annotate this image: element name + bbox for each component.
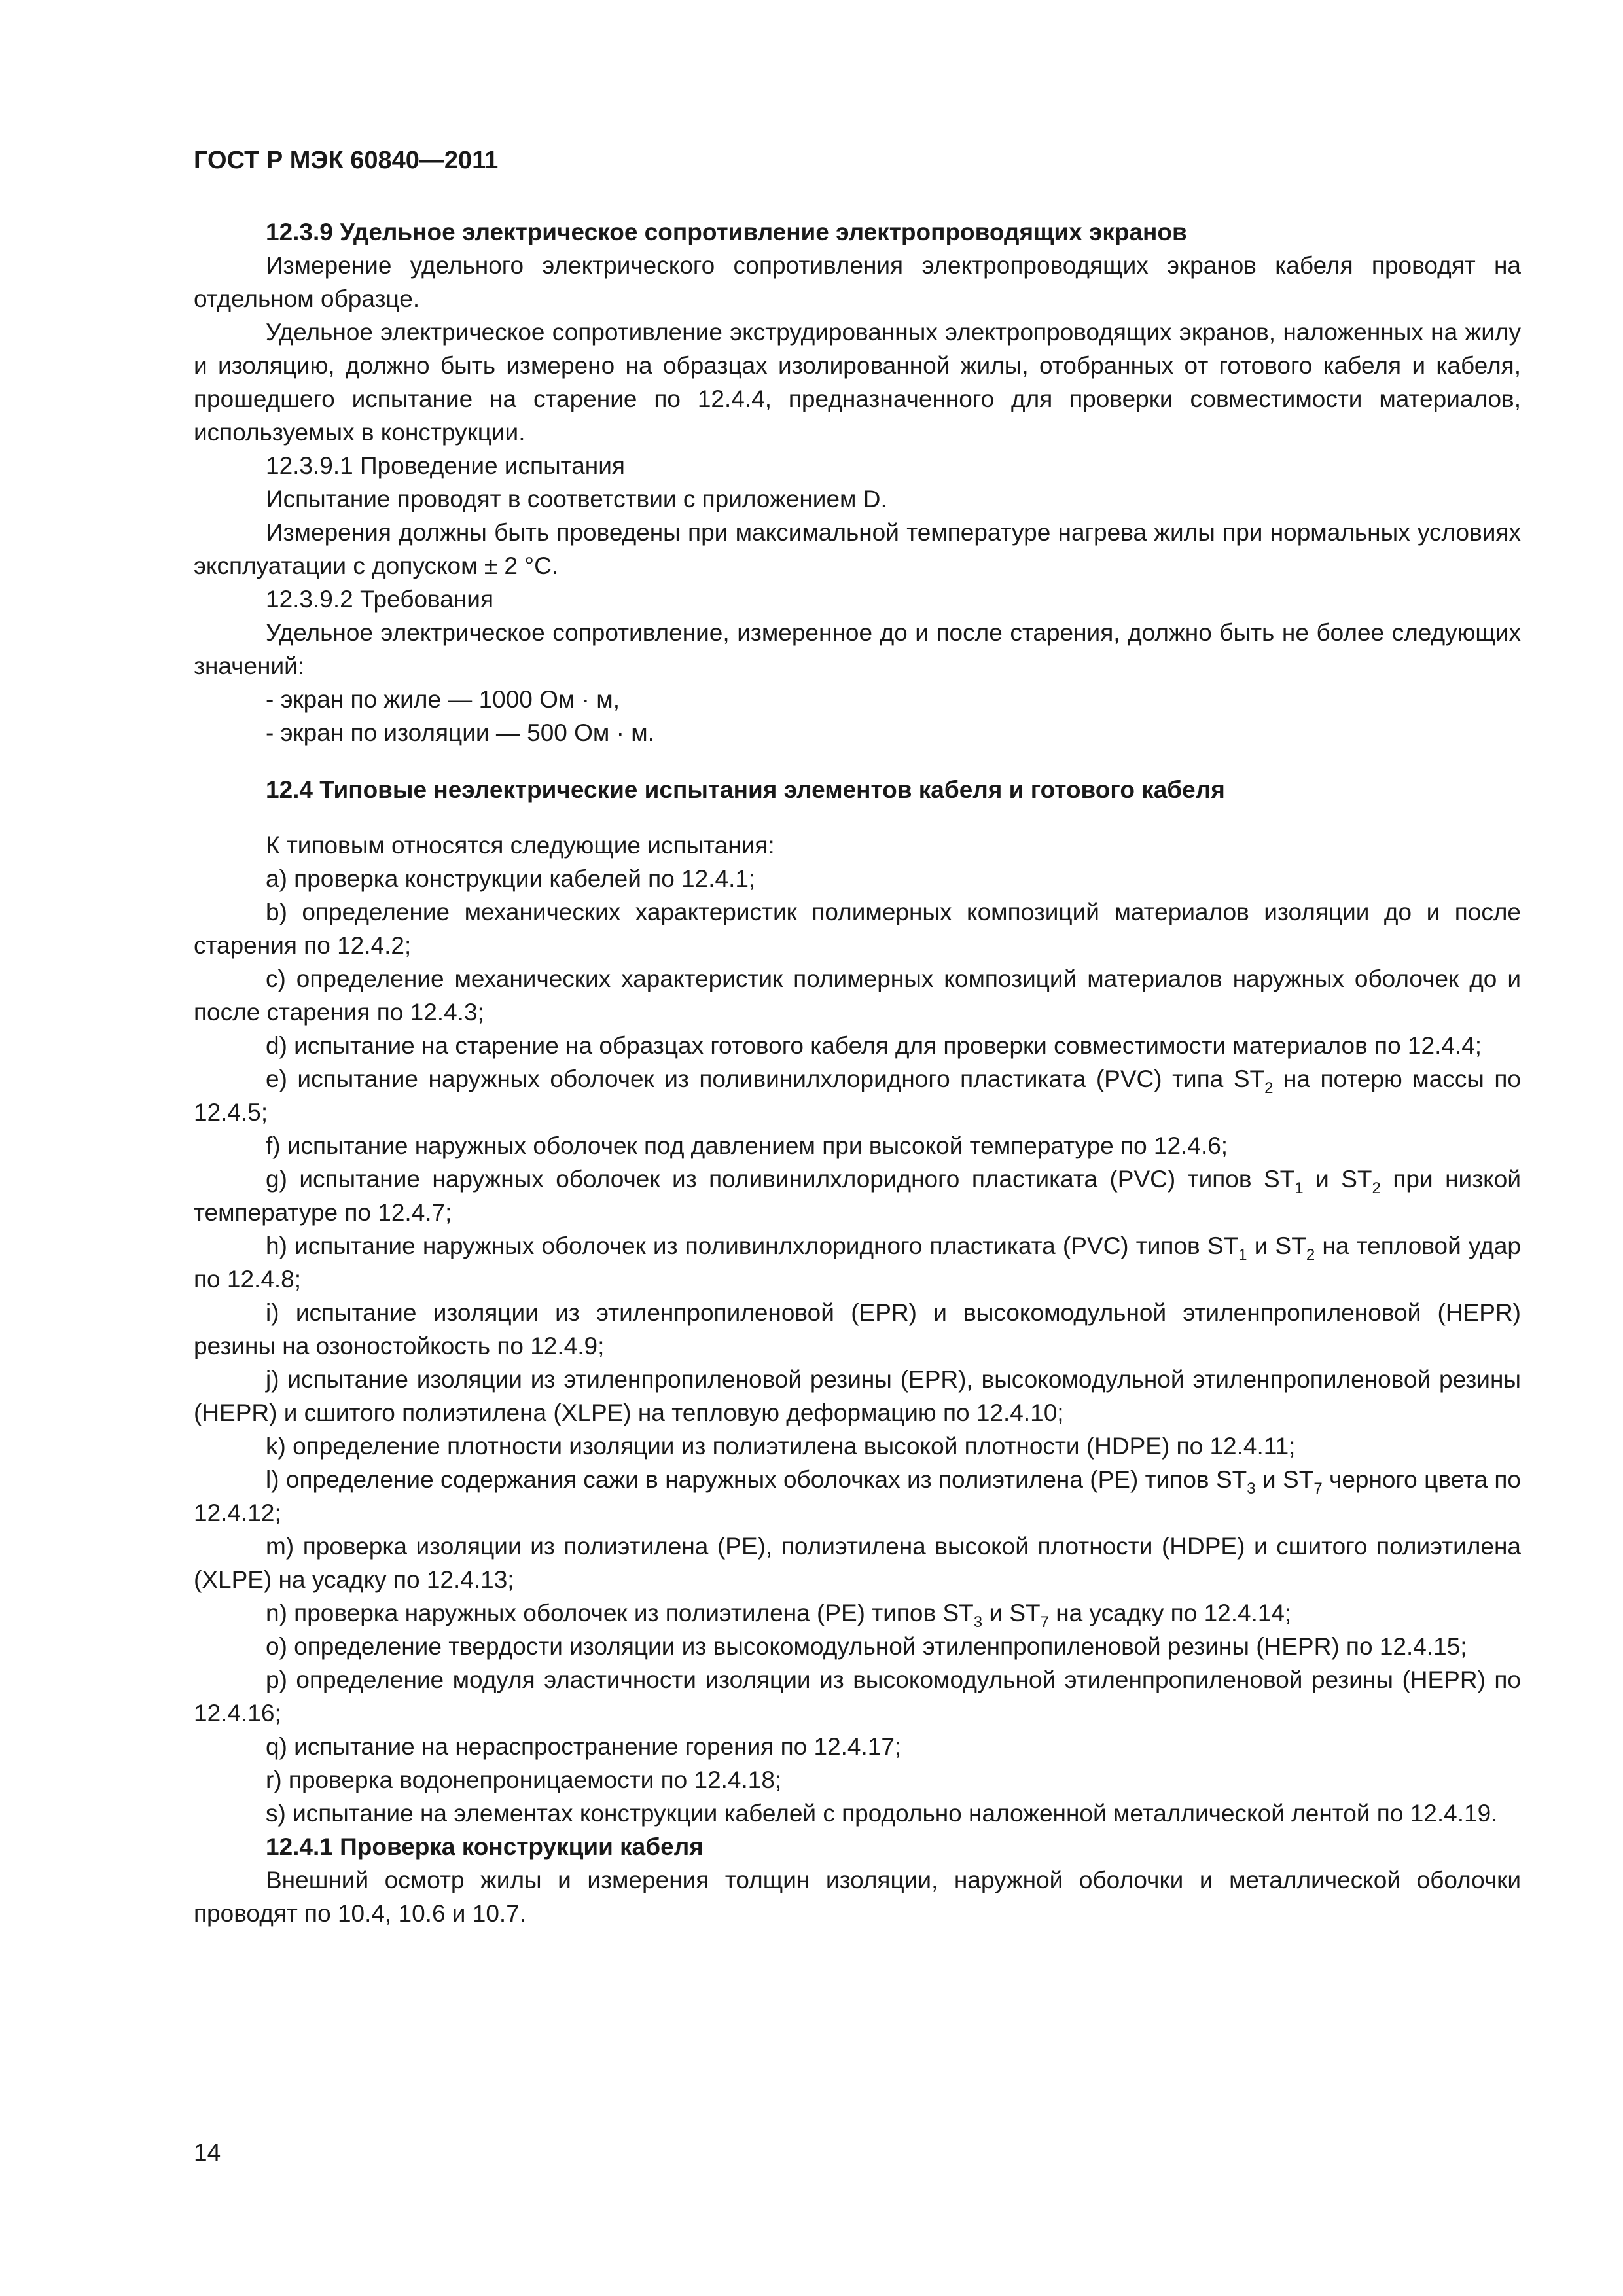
- list-item: - экран по жиле — 1000 Ом · м,: [266, 686, 620, 713]
- list-item: а) проверка конструкции кабелей по 12.4.1;: [266, 865, 756, 892]
- document-code: ГОСТ Р МЭК 60840—2011: [194, 147, 499, 174]
- subsection-heading-12-3-9-2: 12.3.9.2 Требования: [266, 586, 493, 613]
- paragraph: Удельное электрическое сопротивление экструдированных электропроводящих экранов, наложенных на жилу и изоляцию, должно быть измерено на образцах изолированной жилы, отобранных от готового кабеля и кабеля, прошедшего испытание на старение по 12.4.4, предназначенного для проверки совместимости материалов, используемых в конструкции.: [194, 319, 1521, 446]
- list-item: l) определение содержания сажи в наружных оболочках из полиэтилена (PE) типов $ST_3$ и $ST_7$ черного цвета по 12.4.12;: [194, 1466, 1522, 1526]
- list-item: - экран по изоляции — 500 Ом · м.: [266, 719, 654, 746]
- paragraph: Удельное электрическое сопротивление, измеренное до и после старения, должно быть не более следующих значений:: [194, 619, 1521, 679]
- list-item: о) определение твердости изоляции из высокомодульной этиленпропиленовой резины (HEPR) по 12.4.15;: [266, 1633, 1467, 1660]
- list-item: b) определение механических характеристик полимерных композиций материалов изоляции до и после старения по 12.4.2;: [194, 899, 1521, 959]
- list-item: е) испытание наружных оболочек из поливинилхлоридного пластиката (PVC) типа $ST_2$ на потерю массы по 12.4.5;: [194, 1066, 1522, 1126]
- list-item: q) испытание на нераспространение горения по 12.4.17;: [266, 1733, 902, 1760]
- list-item: r) проверка водонепроницаемости по 12.4.18;: [266, 1767, 782, 1793]
- list-item: h) испытание наружных оболочек из поливинлхлоридного пластиката (PVC) типов $ST_1$ и $ST_2$ на тепловой удар по 12.4.8;: [194, 1232, 1521, 1293]
- list-item: k) определение плотности изоляции из полиэтилена высокой плотности (HDPE) по 12.4.11;: [266, 1433, 1296, 1460]
- paragraph: К типовым относятся следующие испытания:: [266, 832, 775, 859]
- section-heading-12-4: 12.4 Типовые неэлектрические испытания элементов кабеля и готового кабеля: [266, 776, 1225, 803]
- list-item: i) испытание изоляции из этиленпропиленовой (EPR) и высокомодульной этиленпропиленовой (HEPR) резины на озоностойкость по 12.4.9;: [194, 1299, 1521, 1359]
- paragraph: Внешний осмотр жилы и измерения толщин изоляции, наружной оболочки и металлической оболочки проводят по 10.4, 10.6 и 10.7.: [194, 1867, 1521, 1927]
- paragraph: Измерения должны быть проведены при максимальной температуре нагрева жилы при нормальных условиях эксплуатации с допуском ± 2 °С.: [194, 519, 1521, 579]
- list-item: m) проверка изоляции из полиэтилена (PE), полиэтилена высокой плотности (HDPE) и сшитого полиэтилена (XLPE) на усадку по 12.4.13;: [194, 1533, 1521, 1593]
- list-item: d) испытание на старение на образцах готового кабеля для проверки совместимости материалов по 12.4.4;: [266, 1032, 1482, 1059]
- list-item: g) испытание наружных оболочек из поливинилхлоридного пластиката (PVC) типов $ST_1$ и $ST_2$ при низкой температуре по 12.4.7;: [194, 1166, 1522, 1226]
- paragraph: Испытание проводят в соответствии с приложением D.: [266, 486, 887, 512]
- list-item: n) проверка наружных оболочек из полиэтилена (PE) типов $ST_3$ и $ST_7$ на усадку по 12.4.14;: [266, 1600, 1292, 1631]
- list-item: f) испытание наружных оболочек под давлением при высокой температуре по 12.4.6;: [266, 1132, 1228, 1159]
- subsection-heading-12-3-9-1: 12.3.9.1 Проведение испытания: [266, 452, 625, 479]
- page-number: 14: [194, 2139, 221, 2166]
- document-page: [194, 144, 1521, 1930]
- list-item: р) определение модуля эластичности изоляции из высокомодульной этиленпропиленовой резины (HEPR) по 12.4.16;: [194, 1666, 1521, 1727]
- section-heading-12-3-9: 12.3.9 Удельное электрическое сопротивление электропроводящих экранов: [266, 219, 1187, 245]
- paragraph: Измерение удельного электрического сопротивления электропроводящих экранов кабеля проводят на отдельном образце.: [194, 252, 1521, 312]
- list-item: s) испытание на элементах конструкции кабелей с продольно наложенной металлической лентой по 12.4.19.: [266, 1800, 1498, 1827]
- list-item: j) испытание изоляции из этиленпропиленовой резины (EPR), высокомодульной этиленпропиленовой резины (HEPR) и сшитого полиэтилена (XLPE) на тепловую деформацию по 12.4.10;: [194, 1366, 1521, 1426]
- list-item: с) определение механических характеристик полимерных композиций материалов наружных оболочек до и после старения по 12.4.3;: [194, 965, 1521, 1026]
- subsection-heading-12-4-1: 12.4.1 Проверка конструкции кабеля: [266, 1833, 704, 1860]
